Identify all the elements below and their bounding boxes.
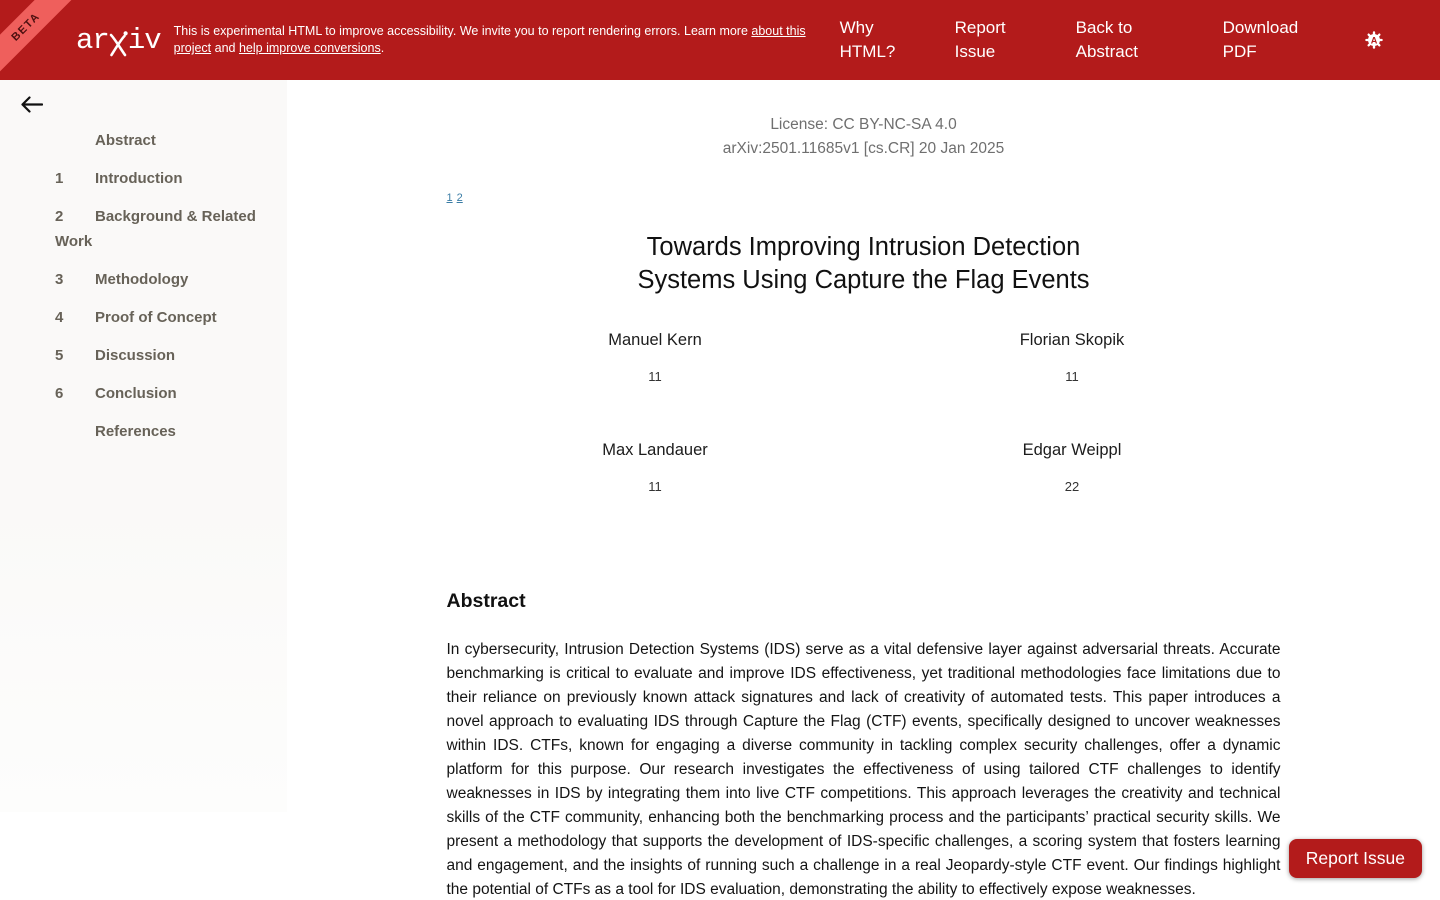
toc-label: Background & Related Work	[55, 208, 256, 250]
notice-text: .	[380, 41, 385, 55]
footnote-link-2[interactable]: 2	[456, 192, 463, 204]
abstract-section	[447, 590, 1281, 900]
author-name: Manuel Kern	[608, 331, 702, 349]
toc-label: References	[95, 423, 176, 440]
nav-back-to-abstract-link[interactable]: Back to Abstract	[1075, 18, 1138, 61]
author-name: Florian Skopik	[1019, 331, 1125, 349]
notice-text: and	[211, 41, 239, 55]
notice-text: This is experimental HTML to improve accessibility. We invite you to report rendering errors. Learn more	[173, 24, 752, 38]
footnote-link-1[interactable]: 1	[446, 192, 453, 204]
author-block	[864, 441, 1281, 494]
toc-label: Conclusion	[95, 385, 177, 402]
beta-label: BETA	[9, 10, 43, 44]
author-affiliation: 11	[648, 369, 662, 384]
arxiv-chi-icon	[108, 30, 129, 57]
author-name: Edgar Weippl	[1022, 441, 1122, 459]
toc-number: 5	[55, 347, 64, 364]
nav-download-pdf-link[interactable]: Download PDF	[1222, 18, 1299, 61]
toc-item-introduction[interactable]	[55, 166, 273, 191]
help-improve-conversions-link[interactable]: help improve conversions	[238, 41, 381, 55]
toc-number: 1	[55, 170, 64, 187]
toc-label: Discussion	[95, 347, 176, 364]
author-affiliation: 22	[1064, 479, 1080, 494]
abstract-heading: Abstract	[446, 590, 526, 612]
paper-meta	[447, 113, 1281, 161]
paper-title: Towards Improving Intrusion Detection Systems Using Capture the Flag Events	[637, 233, 1090, 294]
gear-icon	[1364, 30, 1384, 50]
logo-text-ar: ar	[76, 23, 109, 57]
toc-label: Proof of Concept	[95, 309, 217, 326]
accessibility-settings-button[interactable]	[1364, 30, 1384, 50]
sidebar-toc-panel	[0, 80, 287, 812]
toc-item-methodology[interactable]	[55, 267, 273, 292]
author-block	[864, 331, 1281, 384]
about-this-project-link[interactable]: about this project	[173, 24, 806, 55]
logo-text-iv: iv	[127, 23, 161, 57]
nav-why-html-link[interactable]: Why HTML?	[839, 18, 896, 61]
collapse-sidebar-button[interactable]	[0, 80, 43, 116]
authors-grid	[447, 331, 1281, 494]
toc-label: Methodology	[95, 271, 189, 288]
toc-item-proof-of-concept[interactable]	[55, 305, 273, 330]
header-nav	[840, 16, 1318, 64]
main-content	[287, 80, 1440, 900]
toc-number: 2	[55, 208, 64, 225]
arxiv-logo[interactable]	[76, 23, 161, 57]
arrow-left-icon	[20, 96, 43, 113]
author-name: Max Landauer	[602, 441, 708, 459]
toc-number: 6	[55, 385, 64, 402]
experimental-html-notice	[174, 23, 822, 57]
beta-ribbon-stripe	[0, 0, 78, 79]
author-affiliation: 11	[1065, 369, 1079, 384]
abstract-text: In cybersecurity, Intrusion Detection Systems (IDS) serve as a vital defensive layer against adversarial threats. Accurate benchmarking is critical to evaluate and improve IDS effectiveness, yet traditional methodologies face limitations due to their reliance on previously known attack signatures and lack of creativity of automated tests. This paper introduces a novel approach to evaluating IDS through Capture the Flag (CTF) events, specifically designed to uncover weaknesses within IDS. CTFs, known for engaging a diverse community in tackling complex security challenges, offer a dynamic platform for this purpose. Our research investigates the effectiveness of using tailored CTF challenges to identify weaknesses in IDS by integrating them into live CTF competitions. This approach leverages the creativity and technical skills of the CTF community, enhancing both the benchmarking process and the participants’ practical security skills. We present a methodology that supports the development of IDS-specific challenges, a scoring system that fosters learning and engagement, and the insights of running such a challenge in a real Jeopardy-style CTF event. Our findings highlight the potential of CTFs as a tool for IDS evaluation, demonstrating the ability to effectively expose weaknesses.	[446, 641, 1281, 898]
author-affiliation: 11	[648, 479, 662, 494]
arxiv-identifier-line: arXiv:2501.11685v1 [cs.CR] 20 Jan 2025	[722, 140, 1005, 157]
toc-label: Abstract	[95, 132, 156, 149]
toc-number: 4	[55, 309, 64, 326]
toc-item-discussion[interactable]	[55, 343, 273, 368]
settings-letter: A	[1370, 35, 1377, 46]
toc-item-background-related-work[interactable]	[55, 204, 273, 254]
beta-ribbon	[0, 0, 80, 80]
author-block	[447, 331, 864, 384]
nav-report-issue-link[interactable]: Report Issue	[954, 18, 1006, 61]
toc-item-references[interactable]	[55, 419, 273, 444]
license-line: License: CC BY-NC-SA 4.0	[770, 116, 957, 133]
toc-number: 3	[55, 271, 64, 288]
header-banner	[0, 0, 1440, 80]
table-of-contents	[0, 128, 287, 444]
report-issue-button[interactable]: Report Issue	[1289, 839, 1422, 878]
footnote-links	[447, 192, 1281, 204]
author-block	[447, 441, 864, 494]
toc-item-conclusion[interactable]	[55, 381, 273, 406]
toc-label: Introduction	[95, 170, 183, 187]
toc-item-abstract[interactable]	[55, 128, 273, 153]
